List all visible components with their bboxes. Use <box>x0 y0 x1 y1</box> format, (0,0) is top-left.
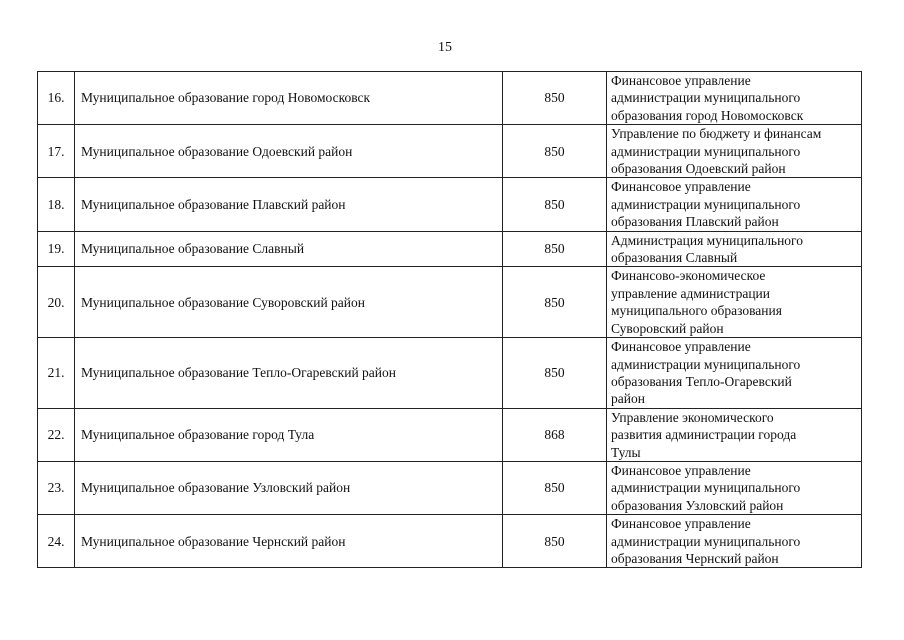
administrator-cell <box>607 515 862 568</box>
budget-code: 850 <box>503 72 607 125</box>
budget-code: 850 <box>503 231 607 267</box>
budget-code: 850 <box>503 515 607 568</box>
row-number: 23. <box>38 461 75 514</box>
administrator-name: Финансовое управление администрации муниципального образования Узловский район <box>611 462 801 513</box>
administrator-name: Финансово-экономическое управление администрации муниципального образования Суворовский район <box>611 268 782 336</box>
municipality-name: Муниципальное образование город Новомосковск <box>75 72 503 125</box>
table-row <box>38 125 862 178</box>
municipality-name: Муниципальное образование Узловский район <box>75 461 503 514</box>
municipality-name: Муниципальное образование Чернский район <box>75 515 503 568</box>
row-number: 17. <box>38 125 75 178</box>
municipalities-table <box>37 71 862 568</box>
budget-code: 850 <box>503 461 607 514</box>
administrator-cell <box>607 338 862 409</box>
row-number: 18. <box>38 178 75 231</box>
table-row <box>38 408 862 461</box>
row-number: 19. <box>38 231 75 267</box>
administrator-name: Управление экономического развития администрации города Тулы <box>611 409 797 460</box>
administrator-cell <box>607 178 862 231</box>
budget-code: 850 <box>503 125 607 178</box>
table-row <box>38 461 862 514</box>
municipality-name: Муниципальное образование Славный <box>75 231 503 267</box>
municipality-name: Муниципальное образование Одоевский район <box>75 125 503 178</box>
administrator-name: Управление по бюджету и финансам администрации муниципального образования Одоевский район <box>611 126 822 177</box>
administrator-cell <box>607 408 862 461</box>
budget-code: 850 <box>503 338 607 409</box>
row-number: 20. <box>38 267 75 338</box>
administrator-name: Финансовое управление администрации муниципального образования Плавский район <box>611 179 801 230</box>
administrator-cell <box>607 461 862 514</box>
table-row <box>38 178 862 231</box>
administrator-name: Финансовое управление администрации муниципального образования Чернский район <box>611 516 801 566</box>
table-row <box>38 231 862 267</box>
administrator-cell <box>607 267 862 338</box>
budget-code: 868 <box>503 408 607 461</box>
row-number: 22. <box>38 408 75 461</box>
budget-code: 850 <box>503 178 607 231</box>
municipality-name: Муниципальное образование город Тула <box>75 408 503 461</box>
table-row <box>38 267 862 338</box>
row-number: 16. <box>38 72 75 125</box>
row-number: 24. <box>38 515 75 568</box>
table-row <box>38 72 862 125</box>
administrator-name: Финансовое управление администрации муниципального образования город Новомосковск <box>611 73 804 123</box>
administrator-name: Администрация муниципального образования Славный <box>611 232 804 266</box>
municipality-name: Муниципальное образование Плавский район <box>75 178 503 231</box>
administrator-cell <box>607 125 862 178</box>
table-row <box>38 338 862 409</box>
table-row <box>38 515 862 568</box>
page-number: 15 <box>438 40 452 55</box>
administrator-cell <box>607 231 862 267</box>
administrator-name: Финансовое управление администрации муниципального образования Тепло-Огаревский район <box>611 339 801 407</box>
administrator-cell <box>607 72 862 125</box>
municipality-name: Муниципальное образование Суворовский район <box>75 267 503 338</box>
budget-code: 850 <box>503 267 607 338</box>
municipality-name: Муниципальное образование Тепло-Огаревский район <box>75 338 503 409</box>
row-number: 21. <box>38 338 75 409</box>
